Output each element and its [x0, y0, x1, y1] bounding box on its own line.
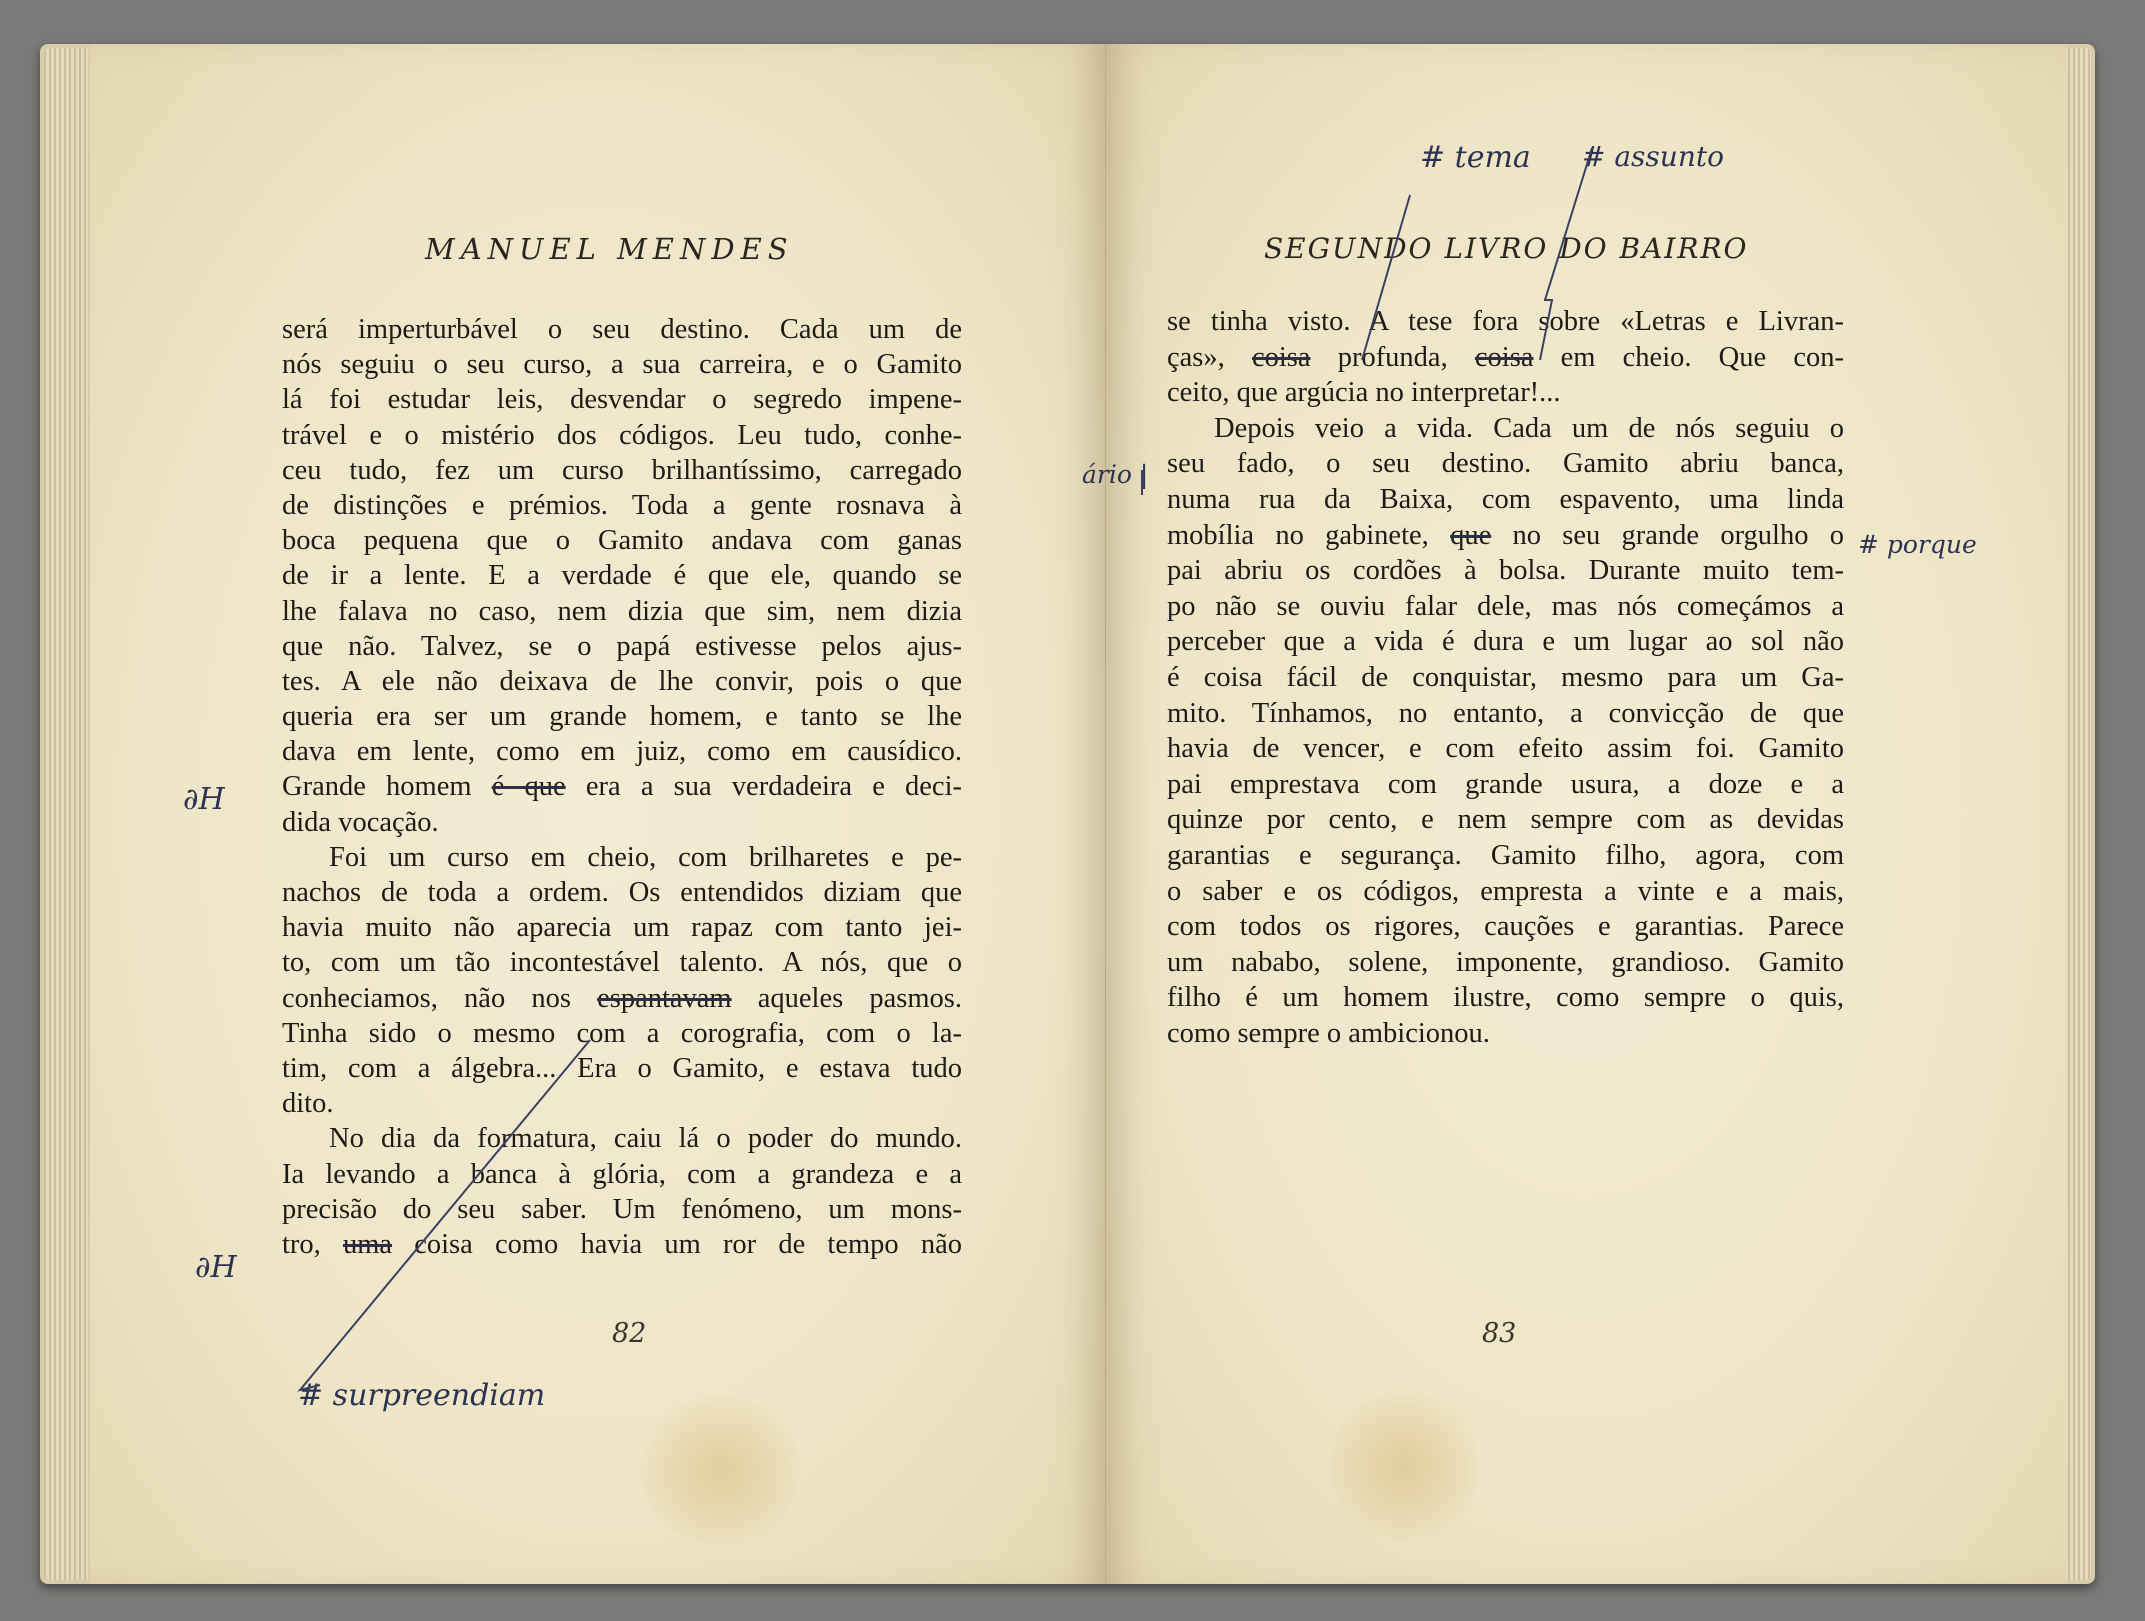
text-run: mobília no gabinete, [1167, 519, 1451, 551]
text-line [1167, 874, 1844, 910]
text-line [1167, 482, 1844, 518]
text-run: dito. [282, 1088, 334, 1120]
text-run: um nababo, solene, imponente, grandioso. Gamito [1167, 946, 1844, 978]
running-head-right: SEGUNDO LIVRO DO BAIRRO [1264, 232, 1749, 265]
text-run: tro, [282, 1228, 343, 1260]
text-run: coisa como havia um ror de tempo não [392, 1228, 962, 1260]
annotation-porque: # porque [1858, 530, 1977, 559]
struck-word: que [1450, 519, 1492, 551]
text-run: filho é um homem ilustre, como sempre o quis, [1167, 982, 1844, 1014]
annotation-tema: # tema [1420, 140, 1531, 175]
text-run: ças», [1167, 341, 1252, 373]
text-line [1167, 731, 1844, 767]
page-number-left: 82 [612, 1318, 647, 1349]
text-line [282, 1086, 962, 1121]
text-run: dida vocação. [282, 806, 439, 838]
page-edges-left [44, 48, 88, 1580]
annotation-ario: ário | [1082, 460, 1149, 489]
annotation-mark-left-2: ∂H [195, 1250, 237, 1285]
text-line [282, 312, 962, 347]
text-line [1167, 660, 1844, 696]
text-run: lhe falava no caso, nem dizia que sim, nem dizia [282, 595, 962, 627]
text-run: pai emprestava com grande usura, a doze e a [1167, 768, 1844, 800]
text-run: tes. A ele não deixava de lhe convir, pois o que [282, 665, 962, 697]
text-line [1167, 375, 1844, 411]
text-run: trável e o mistério dos códigos. Leu tudo, conhe- [282, 419, 962, 451]
text-line [1167, 304, 1844, 340]
text-line [1167, 696, 1844, 732]
stain [1330, 1390, 1480, 1540]
text-run: quinze por cento, e nem sempre com as devidas [1167, 804, 1844, 836]
struck-word: coisa [1251, 341, 1311, 373]
text-run: pai abriu os cordões à bolsa. Durante muito tem- [1167, 555, 1844, 587]
text-line [1167, 945, 1844, 981]
stain [640, 1395, 800, 1545]
text-run: tim, com a álgebra... Era o Gamito, e estava tudo [282, 1052, 962, 1084]
text-line [282, 382, 962, 417]
text-run: seu fado, o seu destino. Gamito abriu banca, [1167, 448, 1844, 480]
text-line [1167, 838, 1844, 874]
text-run: era a sua verdadeira e deci- [565, 771, 962, 803]
text-line [1167, 624, 1844, 660]
struck-word: é que [491, 771, 566, 803]
text-line [282, 981, 962, 1016]
text-line [282, 1016, 962, 1051]
text-run: aqueles pasmos. [731, 982, 962, 1014]
text-run: em cheio. Que con- [1533, 341, 1844, 373]
text-run: nós seguiu o seu curso, a sua carreira, e o Gamito [282, 349, 962, 381]
text-line [282, 1227, 962, 1262]
text-line [1167, 518, 1844, 554]
text-line [282, 488, 962, 523]
text-line [282, 418, 962, 453]
text-line [1167, 980, 1844, 1016]
text-run: perceber que a vida é dura e um lugar ao sol não [1167, 626, 1844, 658]
text-line [1167, 340, 1844, 376]
text-run: profunda, [1310, 341, 1475, 373]
text-run: de distinções e prémios. Toda a gente rosnava à [282, 489, 962, 521]
text-run: é coisa fácil de conquistar, mesmo para um Ga- [1167, 661, 1844, 693]
text-line [282, 1192, 962, 1227]
text-run: Grande homem [282, 771, 492, 803]
text-line [1167, 411, 1844, 447]
annotation-surpreendiam: # surpreendiam [298, 1378, 546, 1413]
text-run: o saber e os códigos, empresta a vinte e a mais, [1167, 875, 1844, 907]
text-line [282, 945, 962, 980]
text-run: mito. Tínhamos, no entanto, a convicção de que [1167, 697, 1844, 729]
text-run: com todos os rigores, cauções e garantias. Parece [1167, 911, 1844, 943]
text-run: no seu grande orgulho o [1491, 519, 1845, 551]
text-run: será imperturbável o seu destino. Cada um de [282, 314, 962, 345]
text-run: que não. Talvez, se o papá estivesse pelos ajus- [282, 630, 962, 662]
text-line [282, 769, 962, 804]
left-page-text [282, 312, 962, 1262]
running-head-left: MANUEL MENDES [425, 232, 794, 266]
text-run: de ir a lente. E a verdade é que ele, quando se [282, 560, 962, 592]
page-number-right: 83 [1482, 1318, 1517, 1349]
struck-word: coisa [1474, 341, 1534, 373]
text-run: No dia da formatura, caiu lá o poder do mundo. [329, 1123, 962, 1155]
text-run: precisão do seu saber. Um fenómeno, um mons- [282, 1193, 962, 1225]
text-run: ceito, que argúcia no interpretar!... [1167, 377, 1561, 409]
struck-word: uma [342, 1228, 393, 1260]
text-run: havia muito não aparecia um rapaz com tanto jei- [282, 912, 962, 944]
struck-word: espantavam [597, 982, 732, 1014]
text-line [282, 347, 962, 382]
text-line [1167, 802, 1844, 838]
text-line [1167, 553, 1844, 589]
text-line [282, 453, 962, 488]
text-run: to, com um tão incontestável talento. A nós, que o [282, 947, 962, 979]
text-line [282, 594, 962, 629]
text-run: Foi um curso em cheio, com brilharetes e pe- [329, 841, 962, 873]
text-run: Tinha sido o mesmo com a corografia, com o la- [282, 1017, 962, 1049]
text-line [282, 629, 962, 664]
text-line [282, 734, 962, 769]
text-run: boca pequena que o Gamito andava com ganas [282, 525, 962, 557]
text-line [282, 805, 962, 840]
text-line [282, 875, 962, 910]
text-line [282, 664, 962, 699]
text-run: nachos de toda a ordem. Os entendidos diziam que [282, 877, 962, 908]
text-run: po não se ouviu falar dele, mas nós começámos a [1167, 590, 1844, 622]
text-line [282, 840, 962, 875]
text-run: dava em lente, como em juiz, como em causídico. [282, 736, 962, 768]
text-run: queria era ser um grande homem, e tanto se lhe [282, 701, 962, 733]
text-run: se tinha visto. A tese fora sobre «Letras e Livran- [1167, 306, 1844, 337]
text-run: como sempre o ambicionou. [1167, 1017, 1490, 1049]
text-line [282, 699, 962, 734]
page-edges-right [2063, 48, 2091, 1580]
text-line [1167, 909, 1844, 945]
right-page-text [1167, 304, 1844, 1051]
text-line [1167, 589, 1844, 625]
text-line [1167, 767, 1844, 803]
text-run: Depois veio a vida. Cada um de nós seguiu o [1214, 412, 1844, 444]
text-line [282, 1157, 962, 1192]
text-run: numa rua da Baixa, com espavento, uma linda [1167, 483, 1844, 515]
text-run: garantias e segurança. Gamito filho, agora, com [1167, 839, 1844, 871]
text-line [282, 558, 962, 593]
text-run: lá foi estudar leis, desvendar o segredo impene- [282, 384, 962, 416]
annotation-mark-left-1: ∂H [183, 782, 225, 817]
text-line [282, 523, 962, 558]
annotation-assunto: # assunto [1582, 140, 1724, 173]
text-line [1167, 446, 1844, 482]
text-line [282, 1121, 962, 1156]
text-line [1167, 1016, 1844, 1052]
text-run: havia de vencer, e com efeito assim foi. Gamito [1167, 733, 1844, 765]
text-run: ceu tudo, fez um curso brilhantíssimo, carregado [282, 454, 962, 486]
text-run: Ia levando a banca à glória, com a grandeza e a [282, 1158, 962, 1190]
text-line [282, 1051, 962, 1086]
text-run: conheciamos, não nos [282, 982, 598, 1014]
text-line [282, 910, 962, 945]
